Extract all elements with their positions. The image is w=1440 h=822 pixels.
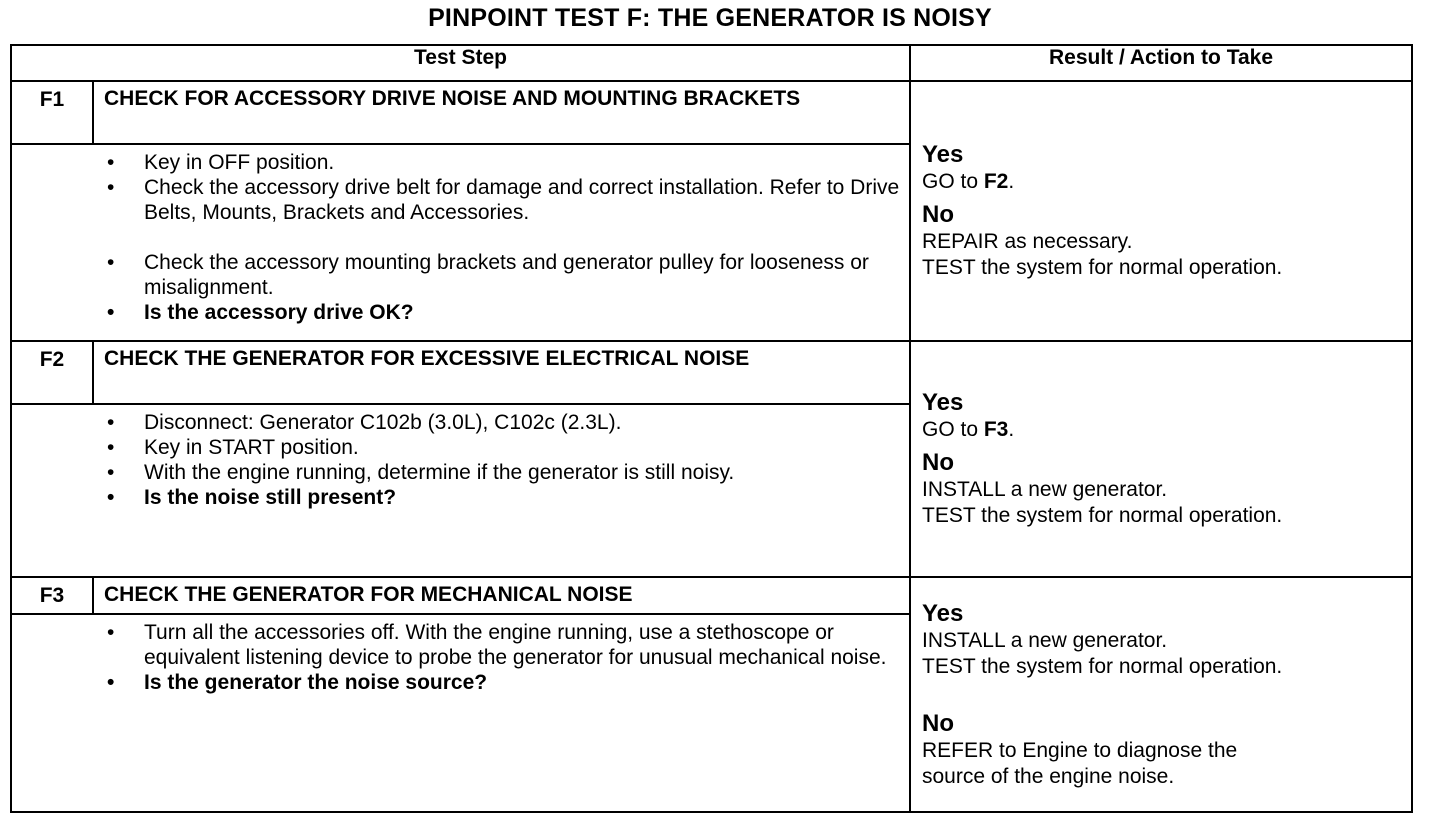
no-action-line: TEST the system for normal operation.	[922, 256, 1283, 279]
no-action-line: REPAIR as necessary.	[922, 230, 1133, 253]
step-id: F3	[11, 577, 93, 614]
step-f2-instructions	[11, 404, 910, 577]
no-label: No	[922, 201, 954, 228]
no-label: No	[922, 449, 954, 476]
no-action-line: INSTALL a new generator.	[922, 478, 1168, 501]
yes-label: Yes	[922, 389, 964, 416]
instruction-text: Key in OFF position.	[144, 151, 335, 174]
instruction-text: Check the accessory mounting brackets and generator pulley for looseness or misalignment.	[144, 251, 869, 299]
yes-action-suffix: .	[1008, 418, 1015, 441]
yes-action	[922, 169, 1403, 195]
list-item	[12, 175, 905, 225]
yes-label: Yes	[922, 141, 964, 168]
question-text: Is the accessory drive OK?	[144, 301, 414, 324]
yes-target: F2	[983, 170, 1009, 193]
test-step-header: Test Step	[11, 45, 910, 81]
step-f3-instructions	[11, 614, 910, 812]
step-title: CHECK FOR ACCESSORY DRIVE NOISE AND MOUNTING BRACKETS	[93, 81, 910, 144]
list-item	[12, 150, 905, 175]
instruction-text: Check the accessory drive belt for damage and correct installation. Refer to Drive Belts, Mounts, Brackets and Accessories.	[144, 176, 900, 224]
yes-target: F3	[983, 418, 1009, 441]
step-title: CHECK THE GENERATOR FOR MECHANICAL NOISE	[93, 577, 910, 614]
pinpoint-test-table	[10, 44, 1413, 813]
question-text: Is the generator the noise source?	[144, 671, 488, 694]
list-item	[12, 485, 905, 510]
step-f1-result	[910, 81, 1412, 341]
no-action-line: source of the engine noise.	[922, 764, 1175, 788]
list-item	[12, 670, 905, 695]
yes-action	[922, 417, 1403, 443]
bullet-icon: •	[107, 176, 115, 199]
bullet-icon: •	[107, 301, 115, 324]
no-action-line: REFER to Engine to diagnose the	[922, 738, 1238, 762]
step-f2-title-row	[11, 341, 1412, 404]
list-item	[12, 410, 905, 435]
list-item	[12, 460, 905, 485]
list-item	[12, 435, 905, 460]
no-action-line: TEST the system for normal operation.	[922, 504, 1283, 527]
bullet-icon: •	[107, 411, 115, 434]
no-label: No	[922, 709, 954, 737]
instruction-text: With the engine running, determine if the generator is still noisy.	[144, 461, 735, 484]
step-f1-title-row	[11, 81, 1412, 144]
bullet-icon: •	[107, 436, 115, 459]
question-text: Is the noise still present?	[144, 486, 397, 509]
step-f2-result	[910, 341, 1412, 577]
yes-action-text: GO to	[922, 418, 984, 441]
list-item	[12, 620, 905, 670]
instruction-text: Turn all the accessories off. With the engine running, use a stethoscope or equivalent listening device to probe the generator for unusual mechanical noise.	[144, 621, 887, 669]
bullet-icon: •	[107, 251, 115, 274]
yes-action-line: TEST the system for normal operation.	[922, 654, 1283, 678]
step-f3-result	[910, 577, 1412, 812]
result-header: Result / Action to Take	[910, 45, 1412, 81]
bullet-icon: •	[107, 486, 115, 509]
step-f1-instructions	[11, 144, 910, 341]
step-f3-title-row	[11, 577, 1412, 614]
table-header-row	[11, 45, 1412, 81]
yes-action-line: INSTALL a new generator.	[922, 628, 1168, 652]
list-item	[12, 250, 905, 300]
bullet-icon: •	[107, 461, 115, 484]
step-title: CHECK THE GENERATOR FOR EXCESSIVE ELECTRICAL NOISE	[93, 341, 910, 404]
step-id: F1	[11, 81, 93, 144]
bullet-icon: •	[107, 621, 115, 644]
instruction-text: Key in START position.	[144, 436, 359, 459]
bullet-icon: •	[107, 671, 115, 694]
step-id: F2	[11, 341, 93, 404]
yes-action-suffix: .	[1008, 170, 1015, 193]
list-item	[12, 300, 905, 325]
instruction-text: Disconnect: Generator C102b (3.0L), C102c (2.3L).	[144, 411, 622, 434]
yes-label: Yes	[922, 599, 964, 627]
bullet-icon: •	[107, 151, 115, 174]
yes-action-text: GO to	[922, 170, 984, 193]
page-title: PINPOINT TEST F: THE GENERATOR IS NOISY	[428, 4, 992, 32]
